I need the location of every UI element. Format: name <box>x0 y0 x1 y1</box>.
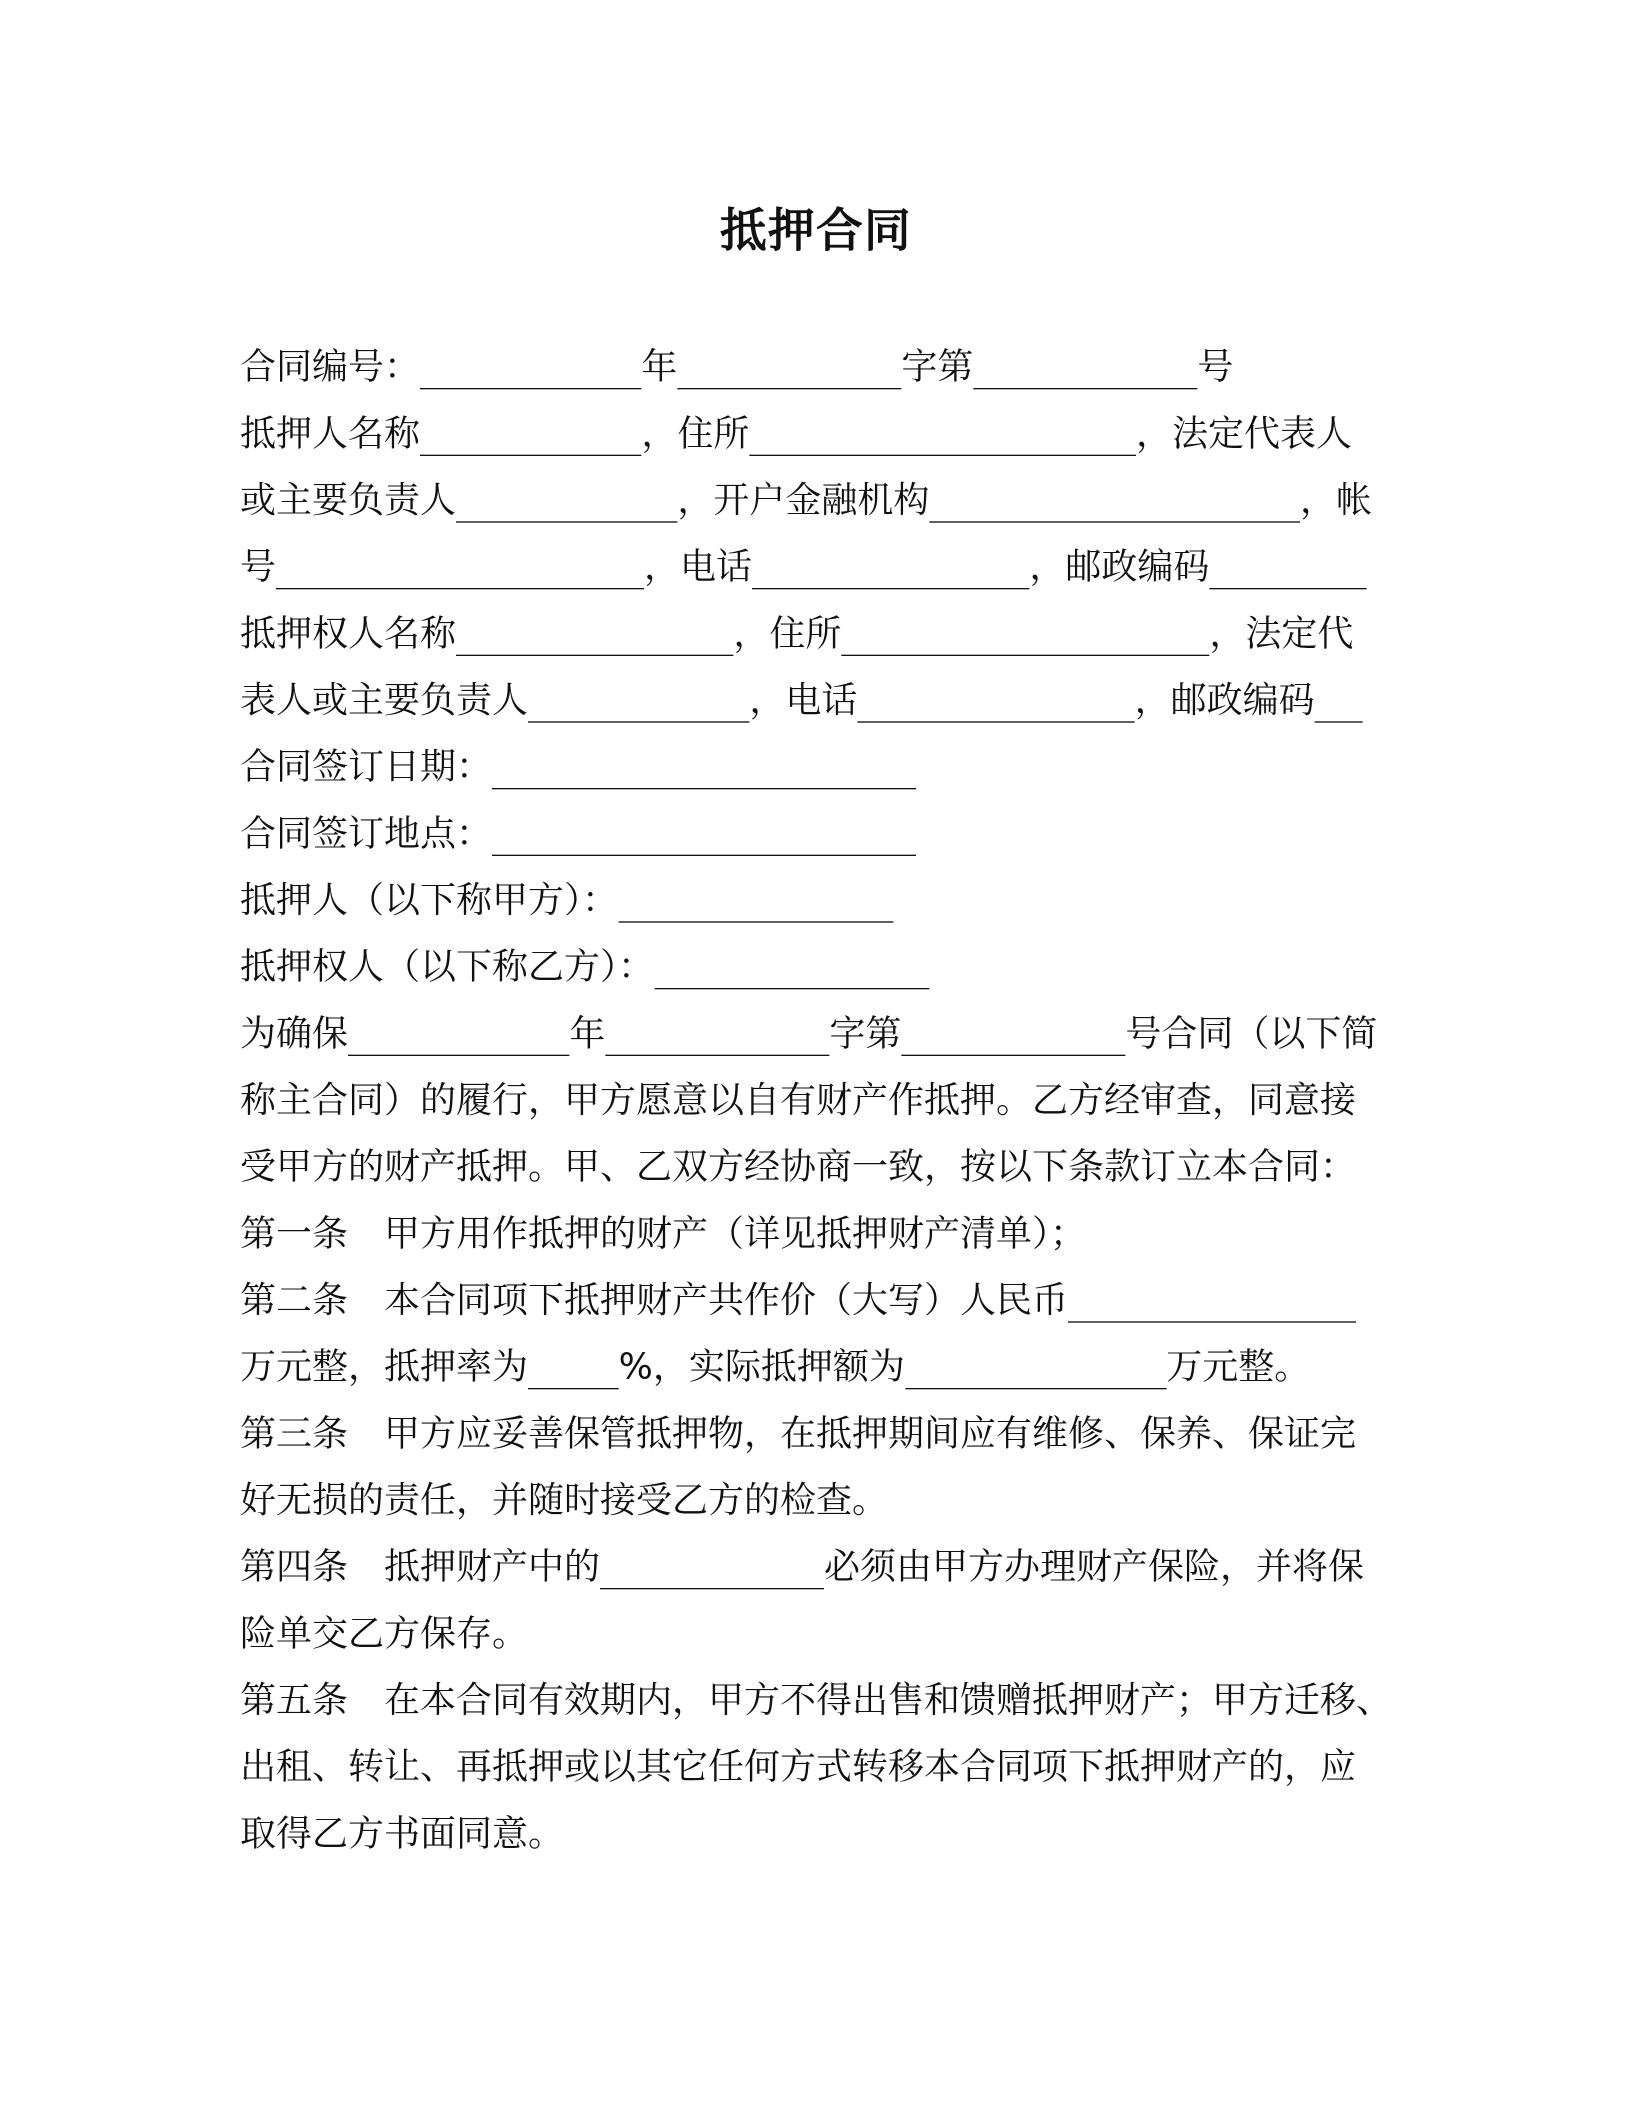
mortgagee-line-2 <box>240 675 1363 728</box>
mortgagor-bank-blank[interactable] <box>929 487 1300 523</box>
label: ，电话 <box>643 546 752 588</box>
label: ，邮政编码 <box>1134 679 1315 722</box>
contract-number-line <box>240 341 1233 394</box>
label: 年 <box>641 346 678 388</box>
article-4 <box>240 1541 1364 1594</box>
mortgagee-rep-blank[interactable] <box>528 687 749 723</box>
number-blank[interactable] <box>973 353 1197 389</box>
label: 字第 <box>829 1013 902 1055</box>
label: 年 <box>569 1013 606 1055</box>
main-prefix-blank[interactable] <box>605 1020 829 1056</box>
mortgagor-line-3 <box>240 541 1367 594</box>
mortgagee-postcode-blank[interactable] <box>1315 687 1363 723</box>
label: 为确保 <box>239 1013 348 1055</box>
party-b-line <box>240 941 929 994</box>
document-title: 抵押合同 <box>719 205 912 259</box>
article-2 <box>240 1275 1356 1328</box>
article-3: 第三条 甲方应妥善保管抵押物，在抵押期间应有维修、保养、保证完 <box>239 1413 1356 1455</box>
article-3-cont: 好无损的责任，并随时接受乙方的检查。 <box>239 1479 888 1522</box>
prefix-blank[interactable] <box>677 353 901 389</box>
label: 必须由甲方办理财产保险，并将保 <box>823 1546 1364 1588</box>
label: 号 <box>1197 346 1234 388</box>
article-1: 第一条 甲方用作抵押的财产（详见抵押财产清单）； <box>239 1213 1086 1255</box>
label: ，电话 <box>749 679 858 722</box>
label: ，开户金融机构 <box>677 479 930 522</box>
mortgagor-line-2 <box>240 475 1372 528</box>
label: %，实际抵押额为 <box>618 1346 905 1388</box>
label: 合同签订日期： <box>239 746 492 788</box>
sign-place-line <box>240 808 916 861</box>
paragraph-line: 称主合同）的履行，甲方愿意以自有财产作抵押。乙方经审查，同意接 <box>239 1079 1356 1122</box>
label: 第二条 本合同项下抵押财产共作价（大写）人民币 <box>239 1279 1068 1322</box>
main-contract-line <box>240 1008 1377 1061</box>
label: 或主要负责人 <box>239 479 456 522</box>
insured-property-blank[interactable] <box>600 1553 824 1589</box>
label: 号 <box>239 546 276 588</box>
label: ，住所 <box>733 613 842 655</box>
label: ，邮政编码 <box>1029 546 1210 588</box>
label: 抵押人名称 <box>239 413 420 455</box>
sign-date-line <box>240 741 916 794</box>
label: 表人或主要负责人 <box>239 679 528 722</box>
article-5-cont: 取得乙方书面同意。 <box>239 1813 564 1855</box>
mortgagee-name-blank[interactable] <box>456 620 733 656</box>
party-a-line <box>240 875 893 928</box>
mortgagor-postcode-blank[interactable] <box>1209 553 1366 589</box>
label: 字第 <box>901 346 974 388</box>
year-blank[interactable] <box>420 353 641 389</box>
mortgagor-line-1 <box>240 408 1352 461</box>
price-blank[interactable] <box>1068 1287 1356 1323</box>
paragraph-line: 受甲方的财产抵押。甲、乙双方经协商一致，按以下条款订立本合同： <box>239 1146 1356 1188</box>
label: 第四条 抵押财产中的 <box>239 1546 600 1588</box>
mortgagor-account-blank[interactable] <box>276 553 644 589</box>
sign-place-blank[interactable] <box>492 820 916 856</box>
article-2-cont <box>240 1341 1310 1394</box>
label: ，住所 <box>641 413 750 455</box>
label: 抵押权人（以下称乙方）： <box>239 946 654 988</box>
main-year-blank[interactable] <box>348 1020 569 1056</box>
mortgagee-address-blank[interactable] <box>841 620 1209 656</box>
label: 抵押人（以下称甲方）： <box>239 879 618 922</box>
label: ，帐 <box>1299 479 1372 522</box>
sign-date-blank[interactable] <box>492 753 916 789</box>
mortgagor-phone-blank[interactable] <box>752 553 1029 589</box>
article-5-cont: 出租、转让、再抵押或以其它任何方式转移本合同项下抵押财产的，应 <box>239 1746 1356 1788</box>
amount-blank[interactable] <box>905 1353 1166 1389</box>
label: 万元整。 <box>1166 1346 1311 1388</box>
mortgagor-rep-blank[interactable] <box>456 487 677 523</box>
mortgagor-address-blank[interactable] <box>749 420 1136 456</box>
rate-blank[interactable] <box>528 1353 619 1389</box>
label: 合同编号： <box>239 346 420 388</box>
party-b-blank[interactable] <box>654 953 929 989</box>
article-5: 第五条 在本合同有效期内，甲方不得出售和馈赠抵押财产；甲方迁移、 <box>239 1679 1392 1722</box>
label: ，法定代表人 <box>1135 413 1352 455</box>
mortgagee-phone-blank[interactable] <box>857 687 1134 723</box>
main-number-blank[interactable] <box>901 1020 1125 1056</box>
label: 抵押权人名称 <box>239 613 456 655</box>
label: 万元整，抵押率为 <box>239 1346 528 1388</box>
label: ，法定代 <box>1209 613 1354 655</box>
label: 合同签订地点： <box>239 813 492 855</box>
label: 号合同（以下简 <box>1125 1013 1378 1055</box>
mortgagor-name-blank[interactable] <box>420 420 641 456</box>
party-a-blank[interactable] <box>618 887 893 923</box>
article-4-cont: 险单交乙方保存。 <box>239 1613 528 1655</box>
mortgagee-line-1 <box>240 608 1353 661</box>
